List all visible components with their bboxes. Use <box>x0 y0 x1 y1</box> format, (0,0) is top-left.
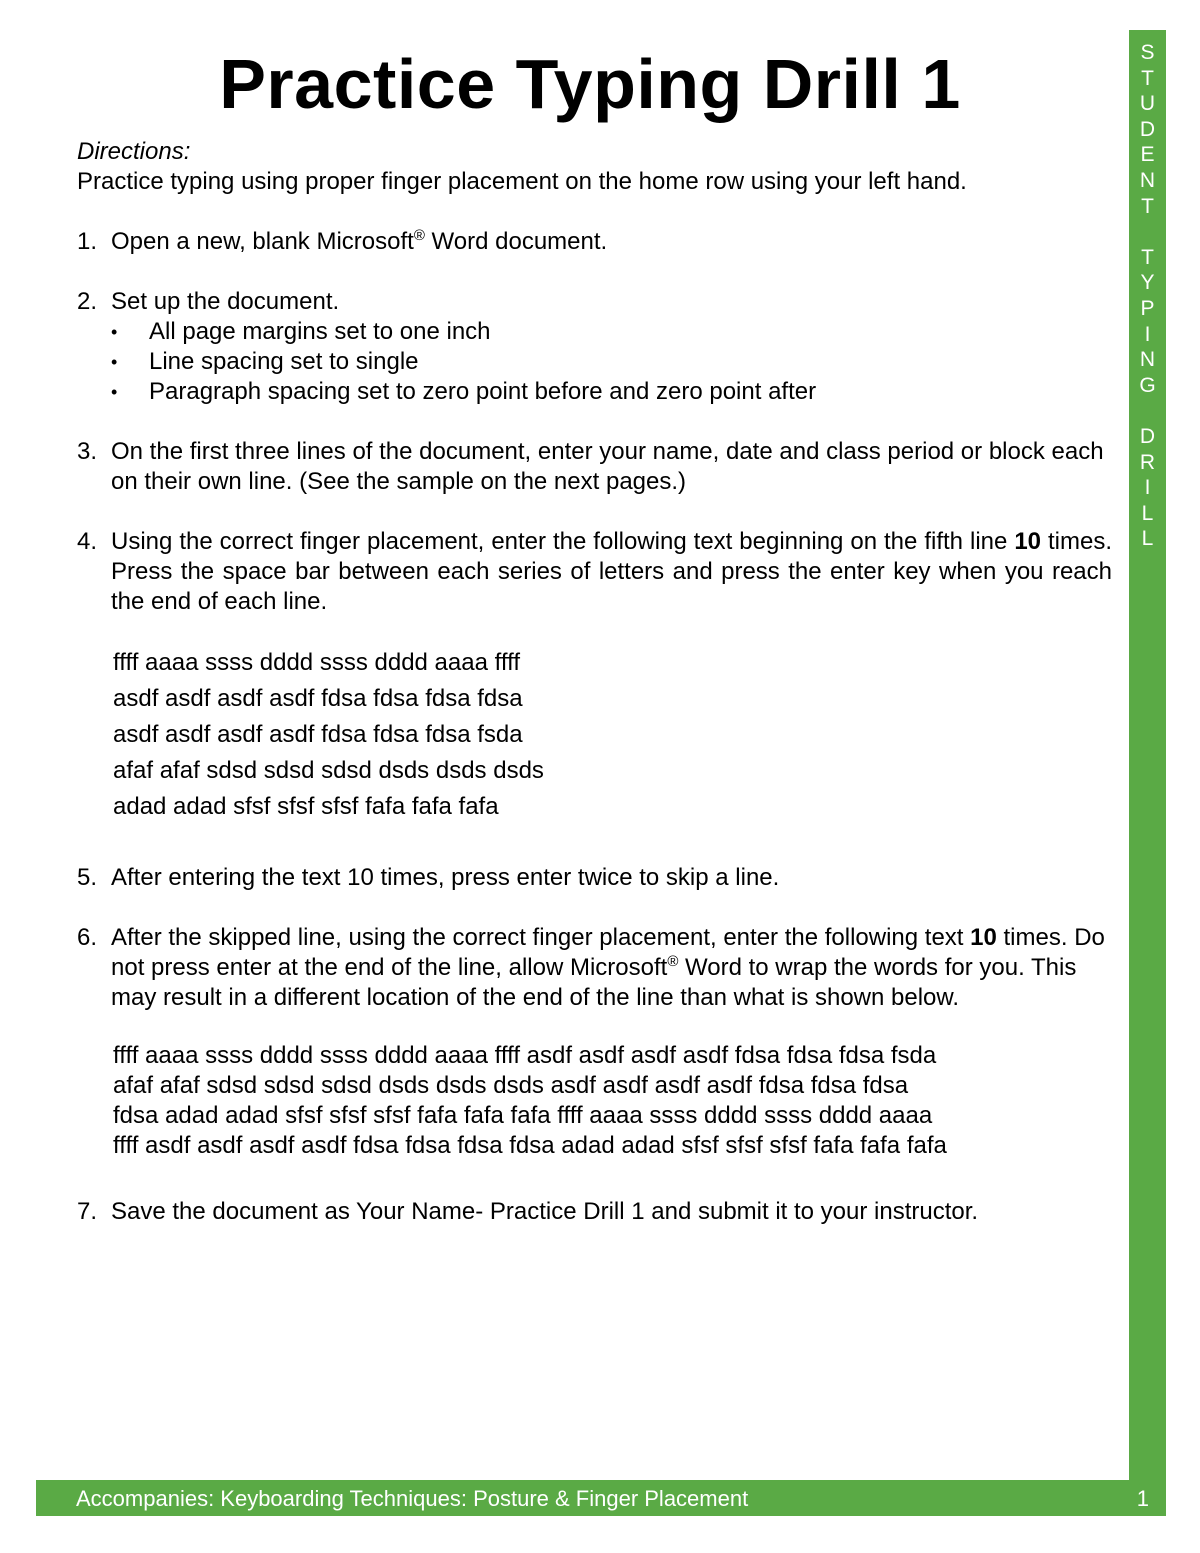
setup-bullet-list <box>77 317 1112 407</box>
side-letter <box>1129 398 1166 424</box>
drill-line: ffff aaaa ssss dddd ssss dddd aaaa ffff <box>113 649 520 676</box>
step-6 <box>77 923 1112 1013</box>
step-text: After entering the text 10 times, press enter twice to skip a line. <box>111 864 780 891</box>
step-text: On the first three lines of the document, enter your name, date and class period or block each on their own line. (See the sample on the next pages.) <box>111 438 1104 495</box>
directions-label: Directions: <box>77 138 191 165</box>
page-title: Practice Typing Drill 1 <box>219 45 961 123</box>
footer-bar <box>36 1480 1166 1516</box>
side-letter: L <box>1141 527 1154 551</box>
side-letter: I <box>1144 322 1151 346</box>
wrap-drill-block <box>113 1041 1112 1161</box>
drill-line: adad adad sfsf sfsf sfsf fafa fafa fafa <box>113 793 499 820</box>
step-1 <box>77 227 1112 257</box>
side-letter: U <box>1139 92 1156 116</box>
side-letter: T <box>1141 245 1154 269</box>
list-item: • Line spacing set to single <box>77 347 1112 377</box>
step-4 <box>77 527 1112 617</box>
side-letter: E <box>1140 143 1155 167</box>
step-text: Set up the document. <box>111 288 340 315</box>
step-3 <box>77 437 1112 497</box>
side-letter: D <box>1139 424 1156 448</box>
side-letter: G <box>1139 373 1156 397</box>
side-banner <box>1129 30 1166 1516</box>
step-text: Using the correct finger placement, enter the following text beginning on the fifth line 10 times. Press the space bar between each series of letters and press the enter key when you reach the end of each line. <box>111 528 1112 615</box>
side-letter <box>1129 219 1166 245</box>
drill-block <box>113 645 1112 825</box>
list-item: • All page margins set to one inch <box>77 317 1112 347</box>
side-letter: L <box>1141 501 1154 525</box>
registered-mark: ® <box>667 953 679 970</box>
step-text: After the skipped line, using the correct finger placement, enter the following text 10 times. Do not press enter at the end of the line, allow Microsoft® Word to wrap the words for you. This may result in a different location of the end of the line than what is shown below. <box>111 924 1105 1011</box>
step-text: Save the document as Your Name- Practice Drill 1 and submit it to your instructor. <box>111 1198 979 1225</box>
list-item: • Paragraph spacing set to zero point before and zero point after <box>77 377 1112 407</box>
document-body <box>77 137 1112 1227</box>
drill-line: afaf afaf sdsd sdsd sdsd dsds dsds dsds <box>113 757 544 784</box>
side-letter: R <box>1139 450 1156 474</box>
side-letter: S <box>1140 41 1155 64</box>
wrap-line: ffff asdf asdf asdf asdf fdsa fdsa fdsa fdsa adad adad sfsf sfsf sfsf fafa fafa fafa <box>113 1132 947 1159</box>
wrap-line: afaf afaf sdsd sdsd sdsd dsds dsds dsds asdf asdf asdf asdf fdsa fdsa fdsa <box>113 1072 909 1099</box>
drill-line: asdf asdf asdf asdf fdsa fdsa fdsa fdsa <box>113 685 523 712</box>
side-letter: Y <box>1140 271 1155 295</box>
drill-line: asdf asdf asdf asdf fdsa fdsa fdsa fsda <box>113 721 523 748</box>
page-number: 1 <box>1136 1486 1149 1511</box>
side-letter: T <box>1141 194 1154 218</box>
registered-mark: ® <box>413 227 425 244</box>
footer-text: Accompanies: Keyboarding Techniques: Posture & Finger Placement <box>76 1486 749 1511</box>
step-text: Open a new, blank Microsoft® Word document. <box>111 227 608 255</box>
step-number: 2. <box>77 288 98 315</box>
step-2 <box>77 287 1112 317</box>
wrap-line: fdsa adad adad sfsf sfsf sfsf fafa fafa fafa ffff aaaa ssss dddd ssss dddd aaaa <box>113 1102 933 1129</box>
step-number: 5. <box>77 864 98 891</box>
side-letter: T <box>1141 66 1154 90</box>
side-letter: P <box>1140 296 1155 320</box>
step-number: 6. <box>77 924 98 951</box>
step-7 <box>77 1197 1112 1227</box>
step-5 <box>77 863 1112 893</box>
side-letter: D <box>1139 117 1156 141</box>
step-number: 4. <box>77 528 98 555</box>
side-letter: I <box>1144 476 1151 500</box>
step-number: 3. <box>77 438 98 465</box>
side-letter: N <box>1139 348 1156 372</box>
side-letter: N <box>1139 168 1156 192</box>
intro-text: Practice typing using proper finger placement on the home row using your left hand. <box>77 168 967 195</box>
step-number: 1. <box>77 228 98 255</box>
step-number: 7. <box>77 1198 98 1225</box>
wrap-line: ffff aaaa ssss dddd ssss dddd aaaa ffff asdf asdf asdf asdf fdsa fdsa fdsa fsda <box>113 1042 937 1069</box>
